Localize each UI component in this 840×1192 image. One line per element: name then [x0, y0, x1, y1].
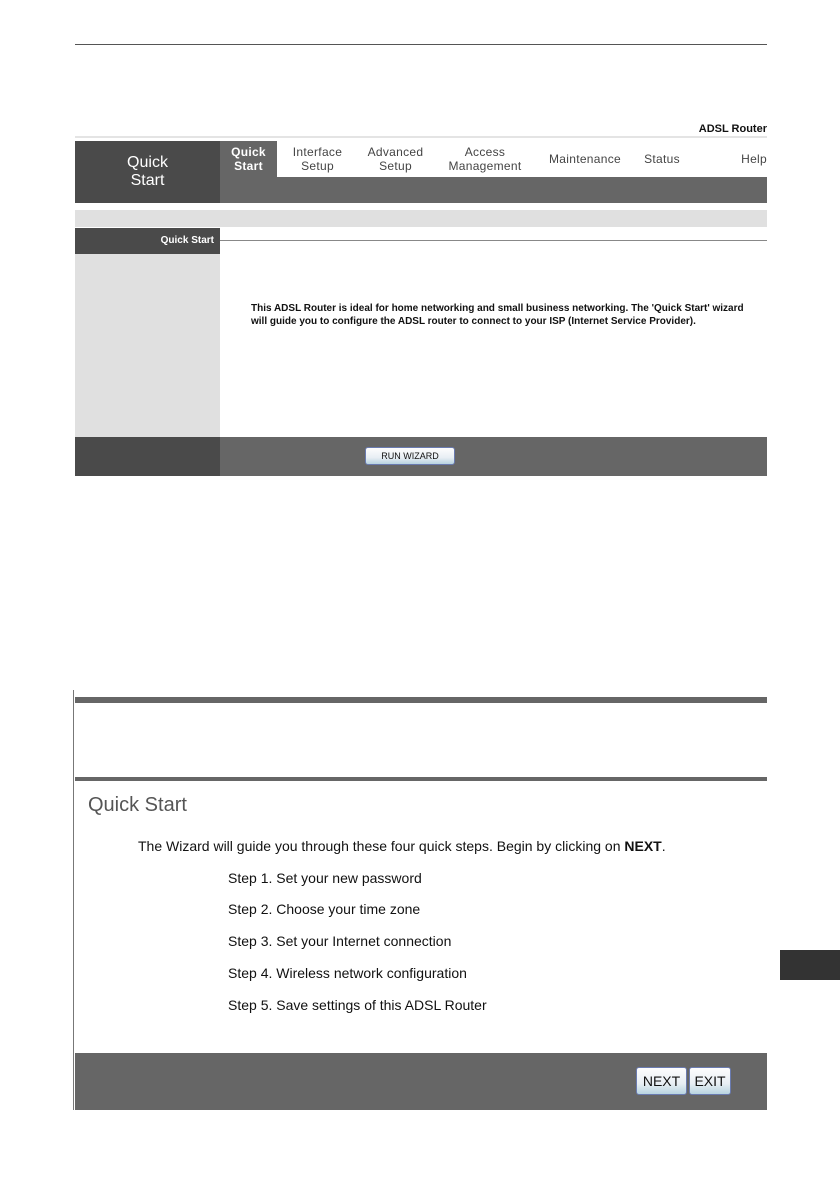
tab-label: Access Management: [448, 145, 522, 173]
wizard-top-bar: [75, 697, 767, 703]
step-item: Step 5. Save settings of this ADSL Router: [228, 997, 487, 1013]
next-button[interactable]: NEXT: [636, 1067, 687, 1095]
tab-label: Interface Setup: [292, 145, 343, 173]
intro-next: NEXT: [624, 838, 662, 854]
run-wizard-button[interactable]: RUN WIZARD: [365, 447, 455, 465]
section-title: [75, 141, 220, 203]
subsection-label: Quick Start: [75, 228, 220, 254]
wizard-intro: [138, 838, 666, 854]
footer-left: [75, 437, 220, 476]
page-thumb-tab: [780, 950, 840, 980]
spacer-strip: [75, 210, 767, 227]
intro-text: The Wizard will guide you through these four quick steps. Begin by clicking on: [138, 838, 625, 854]
submenu-bar: [220, 177, 767, 203]
tab-label: Status: [644, 152, 680, 166]
tab-access-management[interactable]: [440, 141, 530, 177]
tab-label: Help: [741, 152, 767, 166]
step-item: Step 1. Set your new password: [228, 870, 422, 886]
left-column: [75, 254, 220, 437]
tab-interface-setup[interactable]: [280, 141, 355, 177]
wizard-title: Quick Start: [88, 794, 187, 816]
tab-label: Quick Start: [231, 145, 266, 173]
brand-label: ADSL Router: [698, 123, 767, 135]
page-rule: [75, 44, 767, 45]
divider: [220, 240, 767, 241]
tab-advanced-setup[interactable]: [358, 141, 433, 177]
exit-button[interactable]: EXIT: [689, 1067, 731, 1095]
wizard-divider: [75, 777, 767, 781]
tab-status[interactable]: [636, 141, 688, 177]
divider: [75, 136, 767, 138]
step-item: Step 3. Set your Internet connection: [228, 933, 452, 949]
tab-maintenance[interactable]: [540, 141, 630, 177]
footer-bar: [220, 437, 767, 476]
intro-end: .: [661, 838, 666, 854]
section-title-text: Quick Start: [127, 154, 168, 189]
description-text: This ADSL Router is ideal for home networking and small business networking. The 'Quick Start' wizard will guide you to configure the ADSL router to connect to your ISP (Internet Service Provider).: [251, 303, 744, 327]
tab-help[interactable]: [725, 141, 767, 177]
tab-label: Maintenance: [548, 152, 621, 166]
step-item: Step 2. Choose your time zone: [228, 901, 421, 917]
step-item: Step 4. Wireless network configuration: [228, 965, 467, 981]
tab-quick-start[interactable]: [220, 141, 277, 177]
frame-border: [73, 690, 74, 1110]
tab-label: Advanced Setup: [367, 145, 424, 173]
